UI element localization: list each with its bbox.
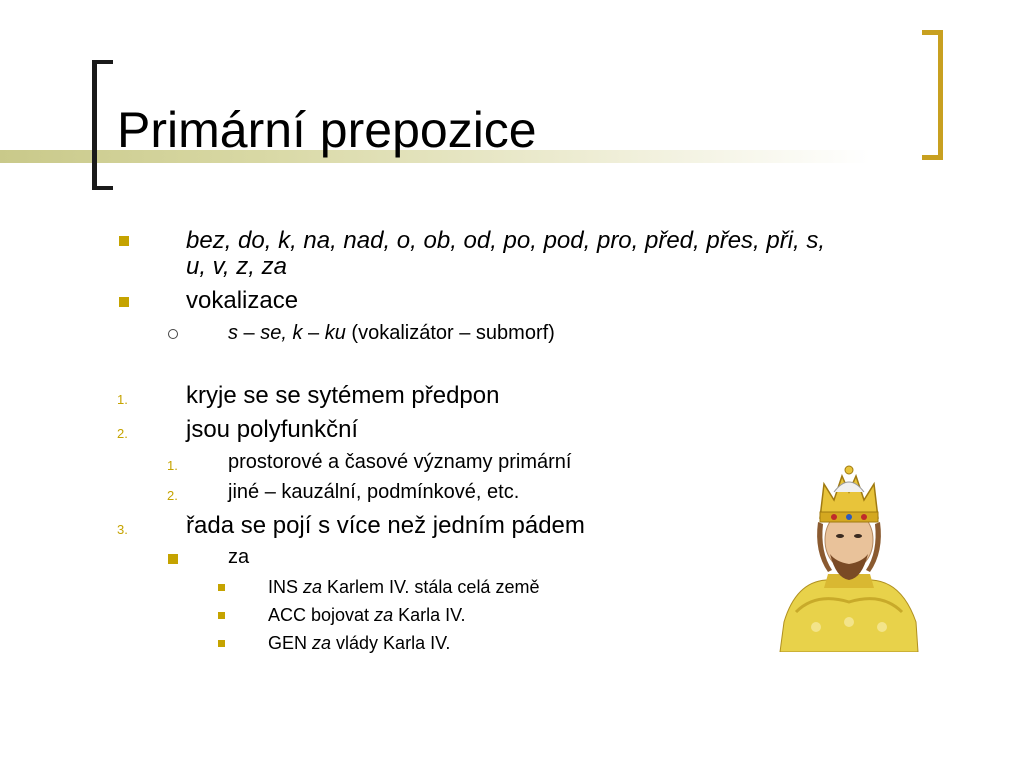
bullet-text: vokalizace — [186, 287, 299, 314]
example-case: ACC bojovat — [268, 605, 375, 625]
list-number: 2. — [167, 488, 178, 503]
list-number: 1. — [167, 458, 178, 473]
numbered-sub-text: jiné – kauzální, podmínkové, etc. — [228, 481, 520, 503]
bullet-square — [119, 236, 129, 246]
sub-bullet-text — [228, 321, 555, 345]
example-rest: vlády Karla IV. — [331, 633, 451, 653]
example-prep: za — [303, 577, 323, 597]
bullet-text: bez, do, k, na, nad, o, ob, od, po, pod, pro, před, přes, při, s, — [186, 227, 826, 254]
dash: – — [302, 322, 325, 344]
list-number: 3. — [117, 522, 128, 537]
bullet-square — [119, 297, 129, 307]
bullet-square — [218, 584, 225, 591]
list-number: 1. — [117, 392, 128, 407]
numbered-sub-text: prostorové a časové významy primární — [228, 451, 572, 473]
example-rest: Karla IV. — [393, 605, 466, 625]
king-portrait-icon — [776, 462, 922, 652]
numbered-text: jsou polyfunkční — [186, 416, 359, 443]
example-rest: Karlem IV. stála celá země — [322, 577, 540, 597]
example-text — [268, 576, 539, 598]
example-text — [268, 604, 465, 626]
bullet-square — [218, 612, 225, 619]
right-bracket — [922, 30, 943, 160]
bullet-square — [218, 640, 225, 647]
numbered-text: kryje se se sytémem předpon — [186, 382, 500, 409]
sub-bullet-text: za — [228, 546, 250, 568]
bullet-text-cont: u, v, z, za — [186, 253, 287, 280]
vokal-ku: ku — [324, 322, 346, 344]
bullet-square — [168, 554, 178, 564]
example-prep: za — [374, 605, 394, 625]
numbered-text: řada se pojí s více než jedním pádem — [186, 512, 585, 539]
circle-bullet-icon — [168, 329, 178, 339]
vokal-s: s — [228, 322, 238, 344]
vokal-rest: (vokalizátor – submorf) — [345, 322, 555, 344]
example-case: GEN — [268, 633, 313, 653]
example-text — [268, 632, 450, 654]
example-case: INS — [268, 577, 304, 597]
left-bracket — [92, 60, 113, 190]
vokal-se-k: se, k — [260, 322, 303, 344]
example-prep: za — [312, 633, 332, 653]
dash: – — [238, 322, 261, 344]
list-number: 2. — [117, 426, 128, 441]
slide-title: Primární prepozice — [117, 102, 537, 158]
